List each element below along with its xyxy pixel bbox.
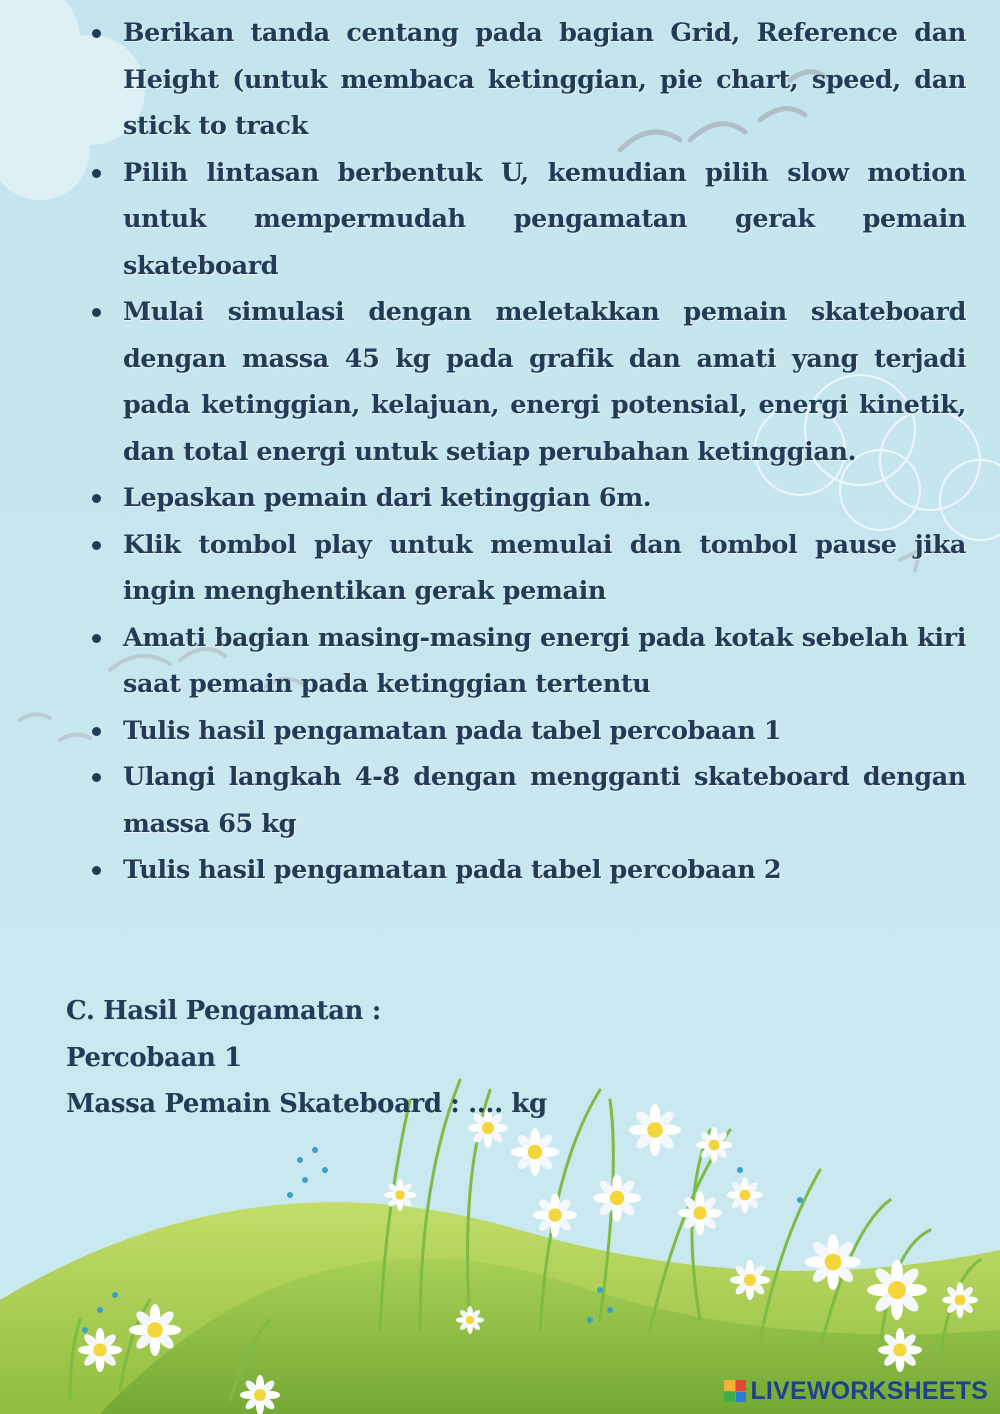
list-item: Ulangi langkah 4-8 dengan mengganti skateboard dengan massa 65 kg bbox=[88, 754, 966, 847]
list-item: Mulai simulasi dengan meletakkan pemain skateboard dengan massa 45 kg pada grafik dan amati yang terjadi pada ketinggian, kelajuan, energi potensial, energi kinetik, dan total energi untuk setiap perubahan ketinggian. bbox=[88, 289, 966, 475]
list-item: Lepaskan pemain dari ketinggian 6m. bbox=[88, 475, 966, 522]
list-item: Tulis hasil pengamatan pada tabel percobaan 1 bbox=[88, 708, 966, 755]
list-item: Berikan tanda centang pada bagian Grid, Reference dan Height (untuk membaca ketinggian, pie chart, speed, dan stick to track bbox=[88, 10, 966, 150]
list-item: Amati bagian masing-masing energi pada kotak sebelah kiri saat pemain pada ketinggian tertentu bbox=[88, 615, 966, 708]
experiment-title: Percobaan 1 bbox=[66, 1042, 242, 1073]
results-section bbox=[66, 988, 766, 1128]
section-heading: C. Hasil Pengamatan : bbox=[66, 996, 381, 1026]
liveworksheets-logo[interactable] bbox=[724, 1376, 988, 1406]
list-item: Tulis hasil pengamatan pada tabel percobaan 2 bbox=[88, 847, 966, 894]
list-item: Klik tombol play untuk memulai dan tombol pause jika ingin menghentikan gerak pemain bbox=[88, 522, 966, 615]
logo-squares-icon bbox=[724, 1380, 746, 1402]
instruction-list bbox=[88, 10, 966, 894]
logo-text: LIVEWORKSHEETS bbox=[750, 1376, 988, 1405]
list-item: Pilih lintasan berbentuk U, kemudian pilih slow motion untuk mempermudah pengamatan gerak pemain skateboard bbox=[88, 150, 966, 290]
mass-label: Massa Pemain Skateboard : .... kg bbox=[66, 1089, 547, 1119]
